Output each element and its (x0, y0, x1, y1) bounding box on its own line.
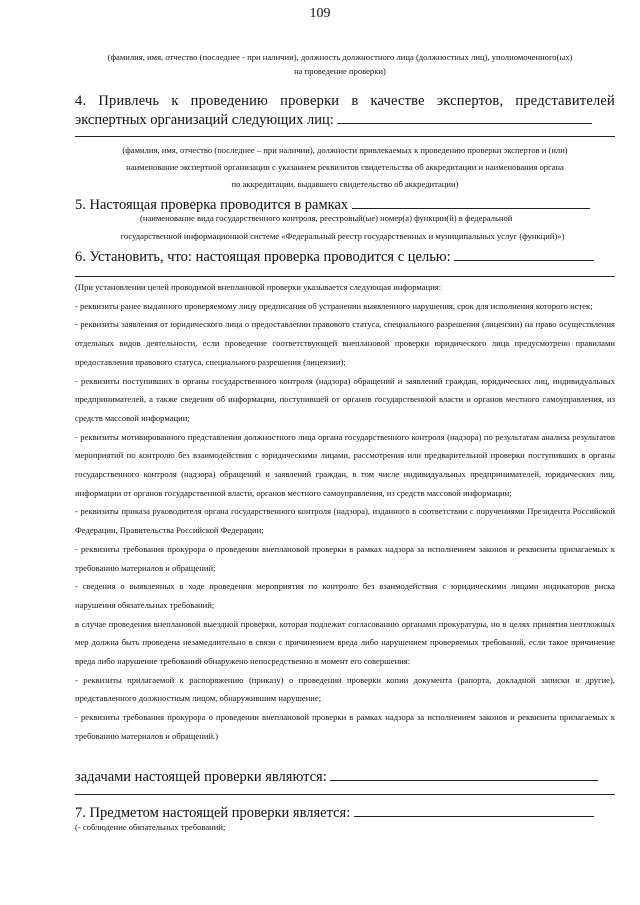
top-note-line1: (фамилия, имя, отчество (последнее - при наличии), должность должностного лица (должностных лиц), уполномоченного(ых) (107, 52, 573, 62)
item7-heading: 7. Предметом настоящей проверки является: (75, 805, 351, 821)
item6-heading-row (75, 247, 620, 266)
tasks-label: задачами настоящей проверки являются: (75, 769, 327, 785)
item6-info-block (75, 278, 615, 746)
item4-blank-line (75, 136, 615, 137)
item6-blank-line (75, 276, 615, 277)
top-note-line2: на проведение проверки) (294, 66, 386, 76)
info-paragraph: - реквизиты требования прокурора о проведении внеплановой проверки в рамках надзора за исполнением законов и реквизиты прилагаемых к требованию материалов и обращений.) (75, 712, 615, 741)
info-paragraph: - реквизиты ранее выданного проверяемому лицу предписания об устранении выявленного нарушения, срок для исполнения которого истек; (75, 300, 593, 311)
tasks-blank-line (75, 794, 615, 795)
item4-note-line1: (фамилия, имя, отчество (последнее – при наличии), должности привлекаемых к проведению проверки экспертов и (или) (122, 145, 568, 155)
info-paragraph: в случае проведения внеплановой выездной проверки, которая подлежит согласованию органами прокуратуры, но в целях принятия неотложных мер должна быть проведена незамедлительно в связи с причинением вреда либо нарушением проверяемых требований, если такое причинение вреда либо нарушение требований обнаружено непосредственно в момент его совершения: (75, 618, 615, 667)
info-paragraph: - реквизиты прилагаемой к распоряжению (приказу) о проведении проверки копии документа (рапорта, докладной записки и другие), представленного должностным лицом, обнаружившим нарушение; (75, 674, 615, 704)
tasks-row (75, 767, 620, 786)
item6-fill-line (454, 247, 594, 261)
item5-heading: 5. Настоящая проверка проводится в рамках (75, 197, 349, 213)
item5-note-line1: (наименование вида государственного контроля, реестровый(ые) номер(а) функции(й) в федеральной (140, 213, 513, 223)
item6-heading: 6. Установить, что: настоящая проверка проводится с целью: (75, 249, 451, 265)
item7-note: (- соблюдение обязательных требований; (75, 822, 226, 832)
info-paragraph: (При установлении целей проводимой внеплановой проверки указывается следующая информация: (75, 282, 442, 292)
info-paragraph: - реквизиты мотивированного представления должностного лица органа государственного контроля (надзора) по результатам анализа результатов мероприятий по контролю без взаимодействия с юридическими лицами, рассмотрения или предварительной проверки поступивших в органы государственного контроля (надзора) обращений и заявлений граждан, в том числе индивидуальных предпринимателей, юридических лиц, информации от органов государственной власти, органов местного самоуправления, из средств массовой информации; (75, 431, 615, 498)
tasks-fill-line (330, 767, 598, 781)
item4-note-line2: наименование экспертной организации с указанием реквизитов свидетельства об аккредитации и наименования органа (126, 162, 564, 172)
item4-note (70, 142, 620, 193)
item4-heading-line1: 4. Привлечь к проведению проверки в качестве экспертов, представителей (75, 93, 615, 109)
item5-fill-line (352, 195, 590, 209)
item5-note-line2: государственной информационной системе «Федеральный реестр государственных и муниципальных услуг (функций)») (120, 231, 565, 241)
item5-note (60, 209, 625, 245)
item4-fill-line (337, 110, 592, 124)
item4-note-line3: по аккредитации, выдавшего свидетельство об аккредитации) (231, 179, 459, 189)
info-paragraph: - реквизиты поступивших в органы государственного контроля (надзора) обращений и заявлений граждан, юридических лиц, индивидуальных предпринимателей, а также сведения об информации, поступившей от органов государственной власти и органов местного самоуправления, из средств массовой информации; (75, 375, 615, 423)
item4-heading-line2-row (75, 110, 620, 129)
info-paragraph: - реквизиты приказа руководителя органа государственного контроля (надзора), изданного в соответствии с поручениями Президента Российской Федерации, Правительства Российской Федерации; (75, 506, 615, 536)
info-paragraph: - реквизиты требования прокурора о проведении внеплановой проверки в рамках надзора за исполнением законов и реквизиты прилагаемых к требованию материалов и обращений; (75, 543, 615, 573)
item4-heading-line2: экспертных организаций следующих лиц: (75, 112, 334, 128)
info-paragraph: - сведения о выявленных в ходе проведения мероприятия по контролю без взаимодействия с юридическими лицами индикаторов риска нарушения обязательных требований; (75, 581, 615, 610)
info-paragraph: - реквизиты заявления от юридического лица о предоставлении правового статуса, специального разрешения (лицензии) на право осуществления отдельных видов деятельности, если проведение соответствующей внеплановой проверки юридического лица предусмотрено правилами предоставления правового статуса, специального разрешения (лицензии); (75, 319, 615, 367)
top-note (60, 50, 620, 78)
item7-fill-line (354, 803, 594, 817)
page-number: 109 (309, 6, 331, 21)
